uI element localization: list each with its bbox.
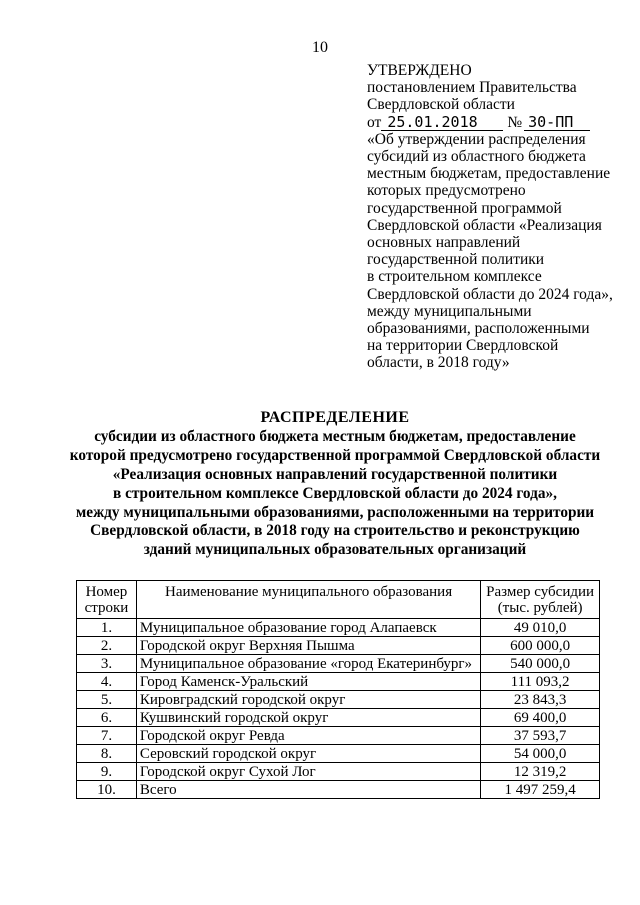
approval-title-line: местным бюджетам, предоставление xyxy=(367,165,611,183)
approval-title-line: «Об утверждении распределения xyxy=(367,130,586,148)
approval-block xyxy=(367,62,632,372)
row-number-cell: 5. xyxy=(77,691,137,709)
row-number-cell: 7. xyxy=(77,727,137,745)
table-row xyxy=(77,619,600,637)
approval-title-line: области, в 2018 году» xyxy=(367,354,510,372)
subsidy-amount-cell: 540 000,0 xyxy=(481,655,600,673)
approval-number: 30-ПП xyxy=(524,115,590,131)
header-subsidy-amount: Размер субсидии (тыс. рублей) xyxy=(481,581,600,619)
municipality-name-cell: Кировградский городской округ xyxy=(136,691,480,709)
subsidy-amount-cell: 111 093,2 xyxy=(481,673,600,691)
subsidy-amount-cell: 37 593,7 xyxy=(481,727,600,745)
municipality-name-cell: Муниципальное образование город Алапаевск xyxy=(136,619,480,637)
table-row xyxy=(77,637,600,655)
table-header-row xyxy=(77,581,600,619)
heading-line: в строительном комплексе Свердловской области до 2024 года», xyxy=(112,484,557,502)
header-row-number: Номер строки xyxy=(77,581,137,619)
document-heading xyxy=(60,409,610,560)
municipality-name-cell: Городской округ Ревда xyxy=(136,727,480,745)
heading-line: зданий муниципальных образовательных организаций xyxy=(143,541,527,559)
municipality-name-cell: Серовский городской округ xyxy=(136,745,480,763)
date-prefix: от xyxy=(367,113,382,131)
row-number-cell: 2. xyxy=(77,637,137,655)
number-prefix: № xyxy=(507,113,523,131)
row-number-cell: 3. xyxy=(77,655,137,673)
table-row xyxy=(77,709,600,727)
heading-line: между муниципальными образованиями, расположенными на территории xyxy=(75,503,595,521)
table-row xyxy=(77,781,600,799)
table-row xyxy=(77,673,600,691)
approval-title-line: Свердловской области «Реализация xyxy=(367,216,602,234)
municipality-name-cell: Всего xyxy=(136,781,480,799)
heading-line: субсидии из областного бюджета местным бюджетам, предоставление xyxy=(94,427,576,445)
approval-title-line: между муниципальными xyxy=(367,302,532,320)
municipality-name-cell: Город Каменск-Уральский xyxy=(136,673,480,691)
subsidy-amount-cell: 49 010,0 xyxy=(481,619,600,637)
table-row xyxy=(77,763,600,781)
approval-line: УТВЕРЖДЕНО xyxy=(367,62,472,79)
approval-title-line: на территории Свердловской xyxy=(367,337,559,355)
header-municipality-name: Наименование муниципального образования xyxy=(136,581,480,619)
subsidy-amount-cell: 1 497 259,4 xyxy=(481,781,600,799)
page-number: 10 xyxy=(312,39,328,56)
approval-date-number-line xyxy=(367,114,632,131)
distribution-table xyxy=(76,580,600,799)
approval-title-line: которых предусмотрено xyxy=(367,182,526,200)
subsidy-amount-cell: 23 843,3 xyxy=(481,691,600,709)
row-number-cell: 1. xyxy=(77,619,137,637)
table-row xyxy=(77,691,600,709)
table-row xyxy=(77,727,600,745)
approval-title-line: субсидий из областного бюджета xyxy=(367,148,586,166)
row-number-cell: 8. xyxy=(77,745,137,763)
municipality-name-cell: Городской округ Верхняя Пышма xyxy=(136,637,480,655)
approval-line: Свердловской области xyxy=(367,96,515,114)
heading-title: РАСПРЕДЕЛЕНИЕ xyxy=(260,409,410,426)
approval-line: постановлением Правительства xyxy=(367,79,577,97)
subsidy-amount-cell: 54 000,0 xyxy=(481,745,600,763)
approval-title-line: образованиями, расположенными xyxy=(367,320,590,338)
row-number-cell: 4. xyxy=(77,673,137,691)
table-row xyxy=(77,655,600,673)
approval-date: 25.01.2018 xyxy=(381,115,503,131)
heading-line: «Реализация основных направлений государственной политики xyxy=(112,465,558,483)
heading-line: Свердловской области, в 2018 году на строительство и реконструкцию xyxy=(90,522,580,540)
heading-line: которой предусмотрено государственной программой Свердловской области xyxy=(69,446,601,464)
approval-title-line: Свердловской области до 2024 года», xyxy=(367,285,613,303)
approval-decree-title xyxy=(367,131,632,372)
row-number-cell: 9. xyxy=(77,763,137,781)
subsidy-amount-cell: 69 400,0 xyxy=(481,709,600,727)
municipality-name-cell: Городской округ Сухой Лог xyxy=(136,763,480,781)
approval-title-line: государственной политики xyxy=(367,251,545,269)
approval-title-line: государственной программой xyxy=(367,199,562,217)
subsidy-amount-cell: 12 319,2 xyxy=(481,763,600,781)
municipality-name-cell: Муниципальное образование «город Екатеринбург» xyxy=(136,655,480,673)
row-number-cell: 6. xyxy=(77,709,137,727)
table-row xyxy=(77,745,600,763)
row-number-cell: 10. xyxy=(77,781,137,799)
approval-title-line: в строительном комплексе xyxy=(367,268,542,286)
heading-subtitle xyxy=(60,428,610,560)
approval-title-line: основных направлений xyxy=(367,234,521,252)
municipality-name-cell: Кушвинский городской округ xyxy=(136,709,480,727)
subsidy-amount-cell: 600 000,0 xyxy=(481,637,600,655)
